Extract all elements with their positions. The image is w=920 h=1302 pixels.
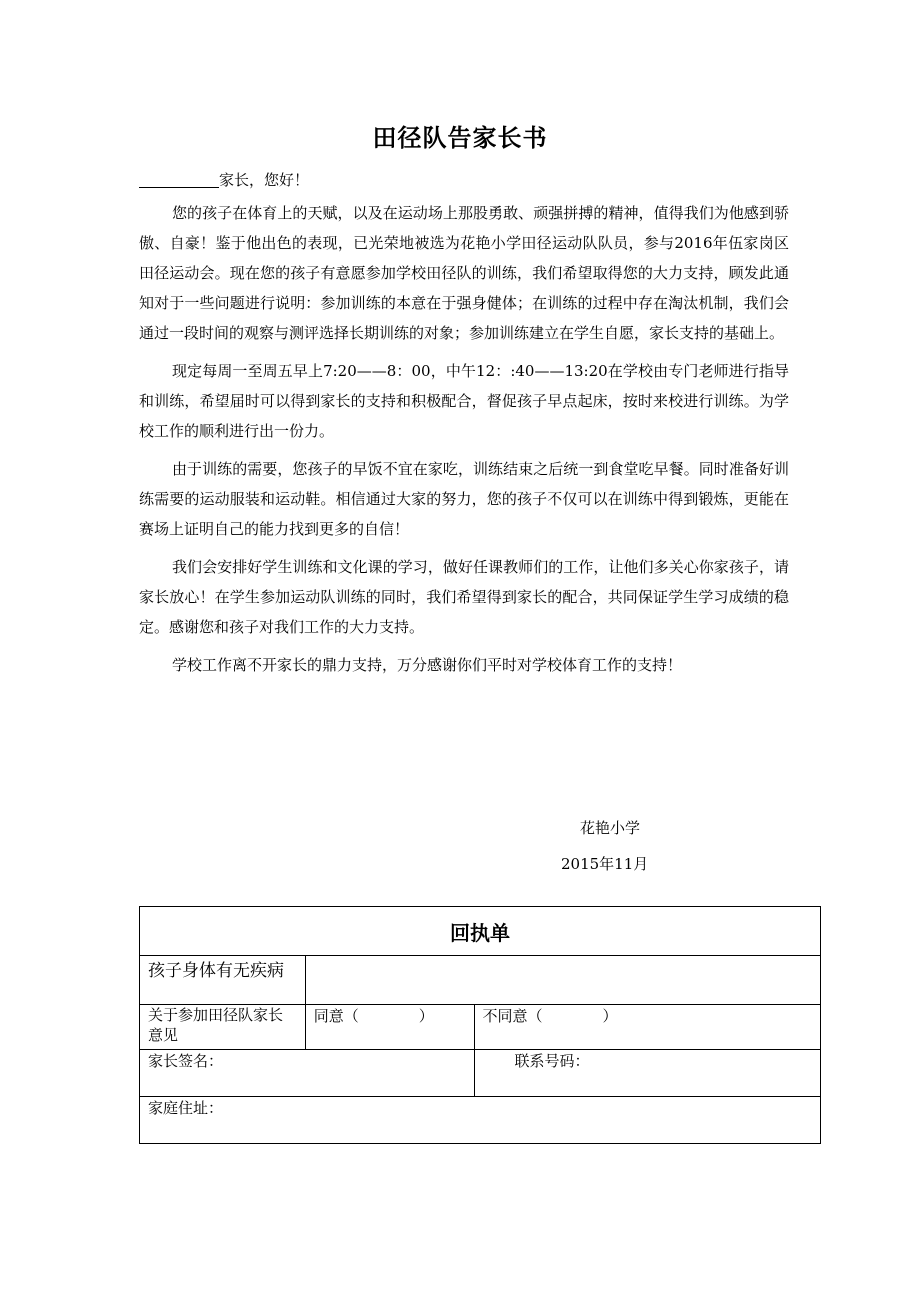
- paragraph-1: 您的孩子在体育上的天赋，以及在运动场上那股勇敢、顽强拼搏的精神，值得我们为他感到骄傲、自豪！鉴于他出色的表现，已光荣地被选为花艳小学田径运动队队员，参与2016年伍家岗区田径运动会。现在您的孩子有意愿参加学校田径队的训练，我们希望取得您的大力支持，顾发此通知对于一些问题进行说明：参加训练的本意在于强身健体；在训练的过程中存在淘汰机制，我们会通过一段时间的观察与测评选择长期训练的对象；参加训练建立在学生自愿，家长支持的基础上。: [139, 204, 789, 342]
- paragraph-5: 学校工作离不开家长的鼎力支持，万分感谢你们平时对学校体育工作的支持！: [172, 656, 683, 674]
- signature-organization: 花艳小学: [580, 819, 641, 837]
- parent-signature-field[interactable]: 家长签名：: [140, 1050, 475, 1097]
- paragraph-3: 由于训练的需要，您孩子的早饭不宜在家吃，训练结束之后统一到食堂吃早餐。同时准备好训练需要的运动服装和运动鞋。相信通过大家的努力，您的孩子不仅可以在训练中得到锻炼，更能在赛场上证明自己的能力找到更多的自信！: [139, 460, 789, 538]
- salutation-text: 家长，您好！: [219, 171, 310, 189]
- address-field[interactable]: 家庭住址：: [140, 1097, 821, 1144]
- opinion-label: 关于参加田径队家长意见: [140, 1005, 306, 1050]
- signature-date: 2015年11月: [561, 855, 649, 873]
- letter-body: [139, 198, 789, 688]
- document-title: 田径队告家长书: [372, 124, 548, 152]
- health-label: 孩子身体有无疾病: [140, 956, 306, 1005]
- disagree-option[interactable]: 不同意（ ）: [474, 1005, 820, 1050]
- phone-field[interactable]: 联系号码：: [474, 1050, 820, 1097]
- reply-form: [139, 906, 821, 1144]
- parent-name-blank: [139, 169, 219, 188]
- salutation: [139, 165, 789, 195]
- health-field[interactable]: [305, 956, 820, 1005]
- agree-option[interactable]: 同意（ ）: [305, 1005, 474, 1050]
- reply-form-title: 回执单: [140, 907, 821, 956]
- paragraph-2: 现定每周一至周五早上7:20——8：00，中午12：:40——13:20在学校由专门老师进行指导和训练，希望届时可以得到家长的支持和积极配合，督促孩子早点起床，按时来校进行训练。为学校工作的顺利进行出一份力。: [139, 362, 789, 440]
- paragraph-4: 我们会安排好学生训练和文化课的学习，做好任课教师们的工作，让他们多关心你家孩子，请家长放心！在学生参加运动队训练的同时，我们希望得到家长的配合，共同保证学生学习成绩的稳定。感谢您和孩子对我们工作的大力支持。: [139, 558, 789, 636]
